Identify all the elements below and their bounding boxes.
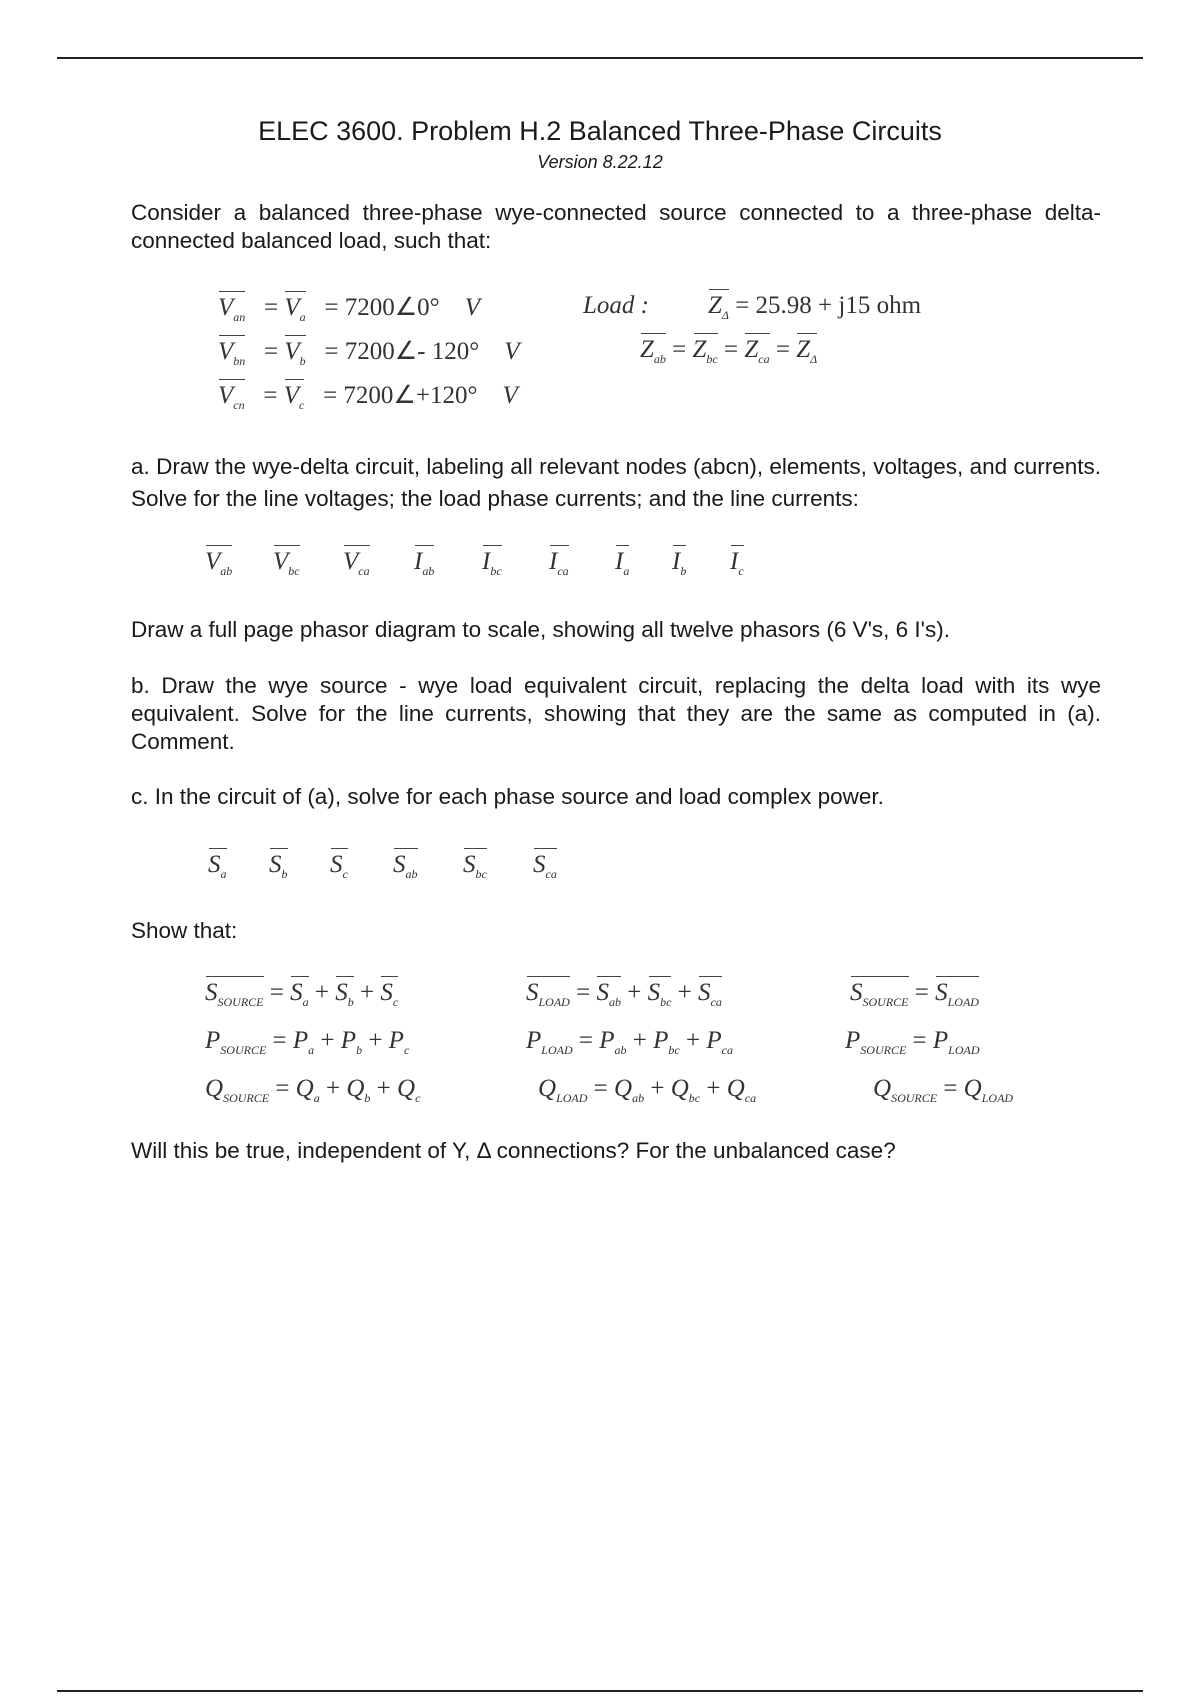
show-that-label: Show that: [131, 918, 238, 943]
eq-q-source: $Q_{SOURCE} = Q_a + Q_b + Q_c$ [205, 1075, 421, 1105]
eq-van: $V_{an} = V_a$ = 7200∠0° V [218, 294, 480, 324]
load-label: Load : [583, 292, 649, 319]
part-a-paragraph: a. Draw the wye-delta circuit, labeling all relevant nodes (abcn), elements, voltages, and currents. Solve for the line voltages; the load phase currents; and the line currents: [131, 454, 1101, 511]
phasor-note: Draw a full page phasor diagram to scale, showing all twelve phasors (6 V's, 6 I's). [131, 617, 950, 642]
eq-s-load: $S_{LOAD} = S_{ab} + S_{bc} + S_{ca}$ [526, 979, 722, 1009]
eq-s-source: $S_{SOURCE} = S_a + S_b + S_c$ [205, 979, 399, 1009]
part-b-paragraph: b. Draw the wye source - wye load equivalent circuit, replacing the delta load with its wye equivalent. Solve for the line currents, showing that they are the same as computed in (a). Comment. [131, 673, 1101, 754]
part-c-paragraph: c. In the circuit of (a), solve for each phase source and load complex power. [131, 784, 884, 809]
eq-q-balance: $Q_{SOURCE} = Q_{LOAD}$ [873, 1075, 1014, 1105]
page-title: ELEC 3600. Problem H.2 Balanced Three-Phase Circuits [258, 116, 942, 146]
eq-s-balance: $S_{SOURCE} = S_{LOAD}$ [850, 979, 979, 1009]
top-rule [57, 57, 1143, 59]
eq-vbn: $V_{bn} = V_b$ = 7200∠- 120° V [218, 338, 520, 368]
eq-q-load: $Q_{LOAD} = Q_{ab} + Q_{bc} + Q_{ca}$ [538, 1075, 757, 1105]
eq-vcn: $V_{cn} = V_c$ = 7200∠+120° V [218, 382, 518, 412]
bottom-rule [57, 1690, 1143, 1692]
eq-zeq: $Z_{ab} = Z_{bc} = Z_{ca} = Z_\Delta$ [640, 336, 818, 366]
eq-p-balance: $P_{SOURCE} = P_{LOAD}$ [845, 1027, 980, 1057]
version-label: Version 8.22.12 [537, 152, 663, 172]
eq-p-load: $P_{LOAD} = P_{ab} + P_{bc} + P_{ca}$ [526, 1027, 733, 1057]
closing-question: Will this be true, independent of Y, Δ connections? For the unbalanced case? [131, 1138, 896, 1163]
intro-paragraph: Consider a balanced three-phase wye-connected source connected to a three-phase delta-connected balanced load, such that: [131, 200, 1101, 253]
eq-zdelta: $Z_\Delta = 25.98 + j15$ ohm [708, 292, 922, 322]
eq-p-source: $P_{SOURCE} = P_a + P_b + P_c$ [205, 1027, 410, 1057]
